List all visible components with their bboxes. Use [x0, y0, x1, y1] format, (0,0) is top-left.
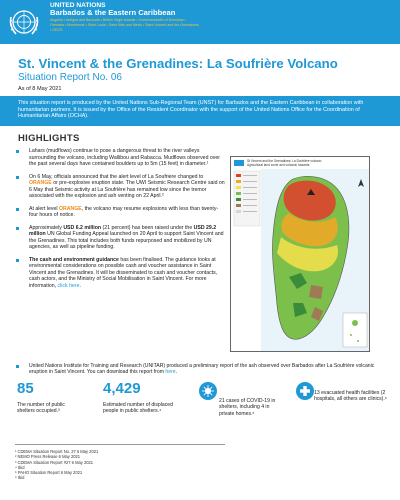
highlights-list-wide — [15, 363, 390, 382]
highlight-item — [15, 206, 225, 219]
bullet-icon — [16, 227, 19, 230]
highlight-text: or pre-explosive eruption state. The UWI Seismic Research Centre said on 6 May that Seismic activity at La Soufrière has remained low since the tremor associated with the explosion and ash venting on 22 April.² — [29, 180, 225, 199]
un-emblem-icon — [6, 4, 42, 40]
bullet-icon — [16, 150, 19, 153]
highlight-item — [15, 174, 225, 200]
here-link[interactable]: here — [165, 369, 176, 376]
header-banner — [0, 0, 400, 44]
footnote: ³ CDEMA Situation Report #27 6 May 2021 — [15, 459, 94, 465]
highlight-item — [15, 148, 225, 168]
health-facility-icon — [296, 382, 314, 400]
highlights-list — [15, 148, 225, 295]
covid-cases-label: 21 cases of COVID-19 in shelters, including 4 in private homes.⁵ — [219, 398, 276, 417]
highlight-text: has been finalised. The guidance looks at environmental considerations on possible cash and voucher assistance in Saint Vincent and the Grenadines. It will be disseminated to cash and voucher contacts, cash actors, and the Ministry of Social Mobilisation in Saint Vincent. For more information, — [29, 256, 218, 289]
virus-icon — [199, 382, 217, 400]
footnote: ² NEMO Press Release 6 May 2021 — [15, 454, 81, 460]
org-name: UNITED NATIONS — [50, 2, 106, 9]
bullet-icon — [16, 365, 19, 368]
displaced-people-value: 4,429 — [103, 380, 141, 397]
map-subtitle-line: Agricultural land cover and volcanic hazards — [247, 162, 310, 167]
highlight-item — [15, 257, 225, 290]
footnote: ⁵ PAHO Situation Report 6 May 2021 — [15, 470, 83, 476]
click-here-link[interactable]: click here — [57, 282, 80, 289]
highlight-text: On 6 May, officials announced that the alert level of La Soufriere changed to — [29, 173, 204, 180]
health-facilities-label: 13 evacuated health facilities (2 hospitals, all others are clinics).⁶ — [314, 390, 387, 403]
alert-level-orange: ORANGE — [29, 180, 52, 186]
highlights-heading: HIGHLIGHTS — [18, 133, 80, 144]
alert-level-orange: ORANGE — [59, 205, 82, 212]
report-subtitle: Situation Report No. 06 — [18, 72, 122, 83]
highlight-text: UN Global Funding Appeal launched on 20 April to support Saint Vincent and the Grenadines. This total includes both funds repurposed and mobilized by UN agencies, as well as pipeline funding. — [29, 231, 224, 250]
report-date: As of 8 May 2021 — [18, 86, 62, 92]
footnote: ⁶ Ibid — [15, 475, 25, 481]
volcano-hazard-map — [230, 156, 370, 352]
footnote: ⁴ Ibid — [15, 464, 25, 470]
highlight-text: Approximately — [29, 224, 64, 231]
highlight-text: . — [79, 282, 81, 289]
displaced-people-label: Estimated number of displaced people in public shelters.⁴ — [103, 402, 173, 415]
org-subtitle: Barbados & the Eastern Caribbean — [50, 8, 176, 17]
funding-appeal: USD 29.2 million — [29, 224, 217, 237]
footnotes — [15, 444, 225, 481]
highlight-text: At alert level — [29, 205, 59, 212]
highlight-item — [15, 363, 390, 376]
member-countries: Anguilla • Antigua and Barbuda • British Virgin Islands • Commonwealth of Dominica • Grenada • Montserrat • Saint Lucia • Saint Kitts and Nevis • Saint Vincent and the Grenadines • OECS — [50, 18, 199, 33]
map-title — [247, 160, 321, 168]
highlight-text: , the volcano may resume explosions with less than twenty-four hours of notice. — [29, 205, 219, 218]
shelters-occupied-label: The number of public shelters occupied.³ — [17, 402, 65, 415]
funding-raised: USD 6.2 million — [63, 224, 102, 231]
map-graphic — [231, 157, 371, 353]
key-figures — [0, 380, 400, 440]
bullet-icon — [16, 208, 19, 211]
shelters-occupied-value: 85 — [17, 380, 34, 397]
report-title: St. Vincent & the Grenadines: La Soufrière Volcano — [18, 56, 338, 71]
bullet-icon — [16, 176, 19, 179]
highlight-text: . — [175, 369, 178, 376]
highlight-text: Lahars (mudflows) continue to pose a dangerous threat to the river valleys surrounding the volcano, including Wallibou and Rabacca. Mudflows observed over the past several days have contained boulders up to 5m (15 feet) in diameter.¹ — [29, 148, 220, 167]
map-title-line: St Vincent and the Grenadines: La Soufrière volcano — [247, 159, 322, 163]
highlight-text: United Nations Institute for Training and Research (UNITAR) produced a preliminary report of the ash observed over Barbados after La Soufrière volcanic eruption in Saint Vincent. You can download this report from — [29, 363, 375, 376]
bullet-icon — [16, 259, 19, 262]
highlight-item — [15, 225, 225, 251]
footnote: ¹ CDEMA Situation Report No. 27 6 May 2021 — [15, 449, 99, 454]
highlight-text: (21 percent) has been raised under the — [101, 224, 194, 231]
intro-text: This situation report is produced by the United Nations Sub-Regional Team (UNST) for Barbados and the Eastern Caribbean in collaboration with humanitarian partners. It is issued by the Office of the Resident Coordinator with the support of the United Nations Office for the Coordination of Humanitarian Affairs (OCHA). — [18, 100, 364, 120]
mapaction-logo-icon — [234, 160, 244, 166]
highlight-bold: The cash and environment guidance — [29, 256, 119, 263]
intro-banner — [0, 96, 400, 126]
